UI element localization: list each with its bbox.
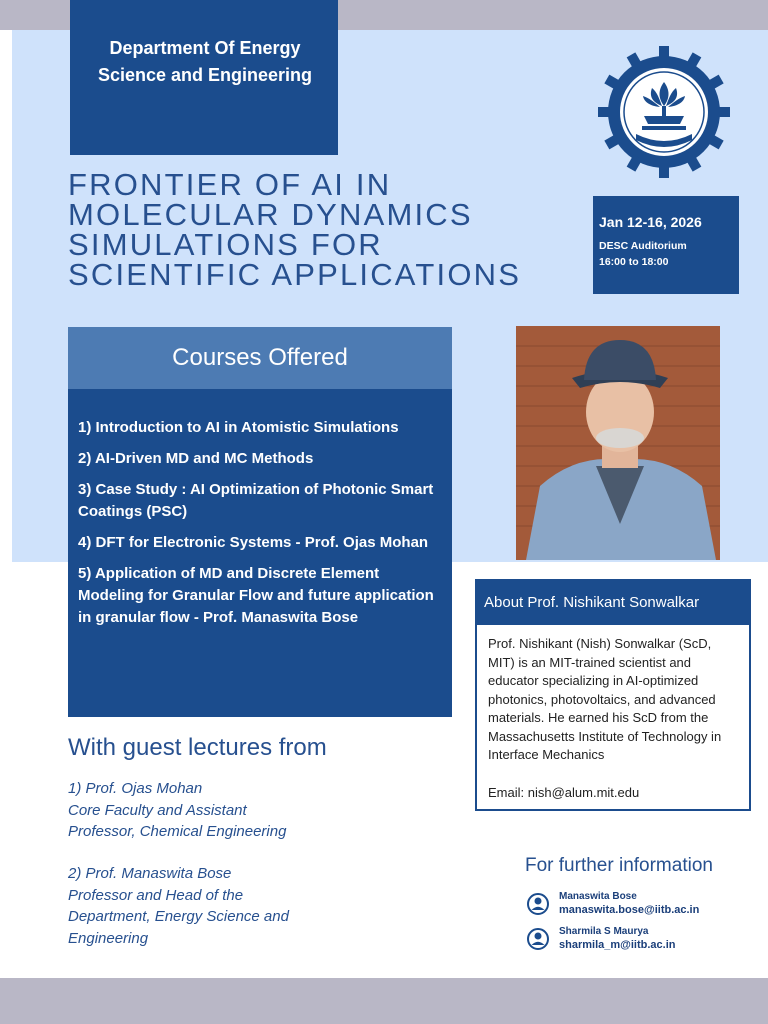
department-line2: Science and Engineering xyxy=(97,65,313,85)
guest-line: 1) Prof. Ojas Mohan xyxy=(68,780,203,797)
department-box xyxy=(70,0,338,155)
course-item: 4) DFT for Electronic Systems - Prof. Ojas Mohan xyxy=(78,534,429,551)
title-line: SIMULATIONS FOR xyxy=(68,227,383,262)
event-time: 16:00 to 18:00 xyxy=(599,256,669,268)
department-line1: Department Of Energy xyxy=(109,38,301,58)
event-venue: DESC Auditorium xyxy=(599,240,687,252)
guest-lecturer xyxy=(68,778,286,843)
about-email: Email: nish@alum.mit.edu xyxy=(488,784,640,800)
guest-line: Department, Energy Science and xyxy=(68,908,289,925)
guest-line: Engineering xyxy=(68,929,149,947)
about-box xyxy=(475,579,751,811)
event-date: Jan 12-16, 2026 xyxy=(599,214,702,230)
course-item: 3) Case Study : AI Optimization of Photonic Smart Coatings (PSC) xyxy=(78,481,434,520)
guest-heading: With guest lectures from xyxy=(68,734,327,761)
title-line: MOLECULAR DYNAMICS xyxy=(68,197,473,232)
contact-item xyxy=(527,926,747,960)
contact-item xyxy=(527,891,747,925)
about-heading: About Prof. Nishikant Sonwalkar xyxy=(477,581,749,625)
courses-list xyxy=(68,389,452,717)
title-line: SCIENTIFIC APPLICATIONS xyxy=(68,257,522,292)
contact-email[interactable]: sharmila_m@iitb.ac.in xyxy=(559,939,676,951)
guest-line: Professor, Chemical Engineering xyxy=(68,823,287,840)
title-line: FRONTIER OF AI IN xyxy=(68,167,392,202)
contact-name: Sharmila S Maurya xyxy=(559,926,649,937)
contact-heading: For further information xyxy=(525,855,713,876)
event-title xyxy=(68,167,588,292)
course-item: 5) Application of MD and Discrete Element Modeling for Granular Flow and future application in granular flow - Prof. Manaswita Bose xyxy=(78,565,434,626)
courses-heading: Courses Offered xyxy=(68,327,452,389)
course-item: 2) AI-Driven MD and MC Methods xyxy=(78,450,314,467)
about-text: Prof. Nishikant (Nish) Sonwalkar (ScD, MIT) is an MIT-trained scientist and educator specializing in AI-optimized photonics, photovoltaics, and advanced materials. He earned his ScD from the Massachusetts Institute of Technology in Interface Mechanics xyxy=(488,636,722,762)
contact-email[interactable]: manaswita.bose@iitb.ac.in xyxy=(559,904,700,916)
contact-name: Manaswita Bose xyxy=(559,891,637,902)
iit-bombay-logo-icon xyxy=(596,44,732,180)
guest-line: Professor and Head of the xyxy=(68,886,244,904)
guest-lecturer xyxy=(68,863,289,949)
course-item: 1) Introduction to AI in Atomistic Simulations xyxy=(78,419,399,436)
guest-line: 2) Prof. Manaswita Bose xyxy=(68,865,232,882)
speaker-photo xyxy=(516,326,720,560)
guest-line: Core Faculty and Assistant xyxy=(68,801,247,819)
bottom-band xyxy=(0,978,768,1024)
date-box xyxy=(593,196,739,294)
user-icon xyxy=(527,893,549,915)
user-icon xyxy=(527,928,549,950)
